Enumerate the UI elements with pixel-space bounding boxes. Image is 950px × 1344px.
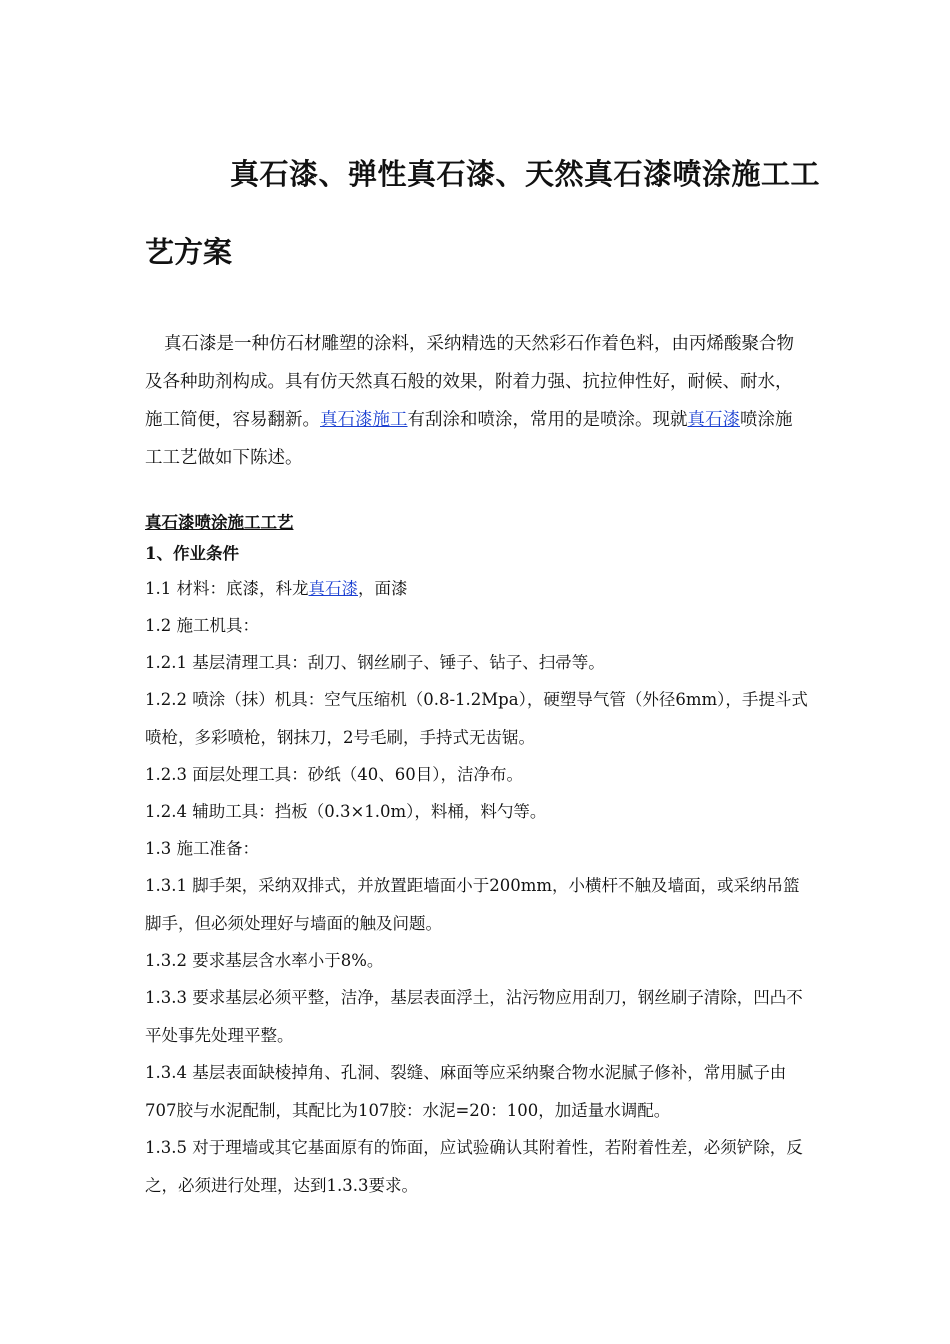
item-1-2-2: 1.2.2 喷涂（抹）机具：空气压缩机（0.8-1.2Mpa），硬塑导气管（外径6mm），手提斗式喷枪，多彩喷枪，钢抹刀，2号毛刷，手持式无齿锯。: [145, 690, 808, 747]
construction-process-section: [145, 508, 810, 1204]
intro-paragraph: [145, 325, 805, 477]
item-1-3-3: 1.3.3 要求基层必须平整，洁净，基层表面浮土，沾污物应用刮刀，钢丝刷子清除，凹凸不平处事先处理平整。: [145, 988, 803, 1045]
link-real-stone-paint[interactable]: 真石漆: [687, 410, 740, 430]
intro-text: 真石漆是一种仿石材雕塑的涂料，采纳精选的天然彩石作着色料，由丙烯酸聚合物及各种助剂构成。具有仿天然真石般的效果，附着力强、抗拉伸性好，耐候、耐水，施工简便，容易翻新。: [145, 334, 794, 430]
item-1-2: 1.2 施工机具：: [145, 616, 259, 635]
item-1-3-4: 1.3.4 基层表面缺棱掉角、孔洞、裂缝、麻面等应采纳聚合物水泥腻子修补，常用腻子由707胶与水泥配制，其配比为107胶：水泥=20：100，加适量水调配。: [145, 1063, 787, 1120]
item-1-3-5: 1.3.5 对于理墙或其它基面原有的饰面，应试验确认其附着性，若附着性差，必须铲除，反之，必须进行处理，达到1.3.3要求。: [145, 1138, 803, 1195]
item-text: ，面漆: [358, 579, 408, 598]
item-1-2-3: 1.2.3 面层处理工具：砂纸（40、60目），洁净布。: [145, 765, 523, 784]
item-1-1: [145, 570, 810, 607]
item-1-3-2: 1.3.2 要求基层含水率小于8%。: [145, 951, 384, 970]
document-title-line-2: 艺方案: [145, 235, 233, 269]
item-text: 1.1 材料：底漆，科龙: [145, 579, 309, 598]
item-1-3-1: 1.3.1 脚手架，采纳双排式，并放置距墙面小于200mm，小横杆不触及墙面，或采纳吊篮脚手，但必须处理好与墙面的触及问题。: [145, 876, 800, 933]
item-1-2-4: 1.2.4 辅助工具：挡板（0.3×1.0m），料桶，料勺等。: [145, 802, 547, 821]
item-1-2-1: 1.2.1 基层清理工具：刮刀、钢丝刷子、锤子、钻子、扫帚等。: [145, 653, 605, 672]
intro-text: 有刮涂和喷涂，常用的是喷涂。现就: [407, 410, 688, 430]
document-title-line-1: 真石漆、弹性真石漆、天然真石漆喷涂施工工: [230, 157, 821, 191]
intro-text: 喷涂施工工艺做如下陈述。: [145, 410, 793, 468]
link-real-stone-paint-construction[interactable]: 真石漆施工: [320, 410, 408, 430]
item-1-3: 1.3 施工准备：: [145, 839, 259, 858]
section-subheading: 1、作业条件: [145, 544, 239, 563]
link-real-stone-paint-material[interactable]: 真石漆: [308, 579, 358, 598]
section-heading: 真石漆喷涂施工工艺: [145, 513, 294, 532]
